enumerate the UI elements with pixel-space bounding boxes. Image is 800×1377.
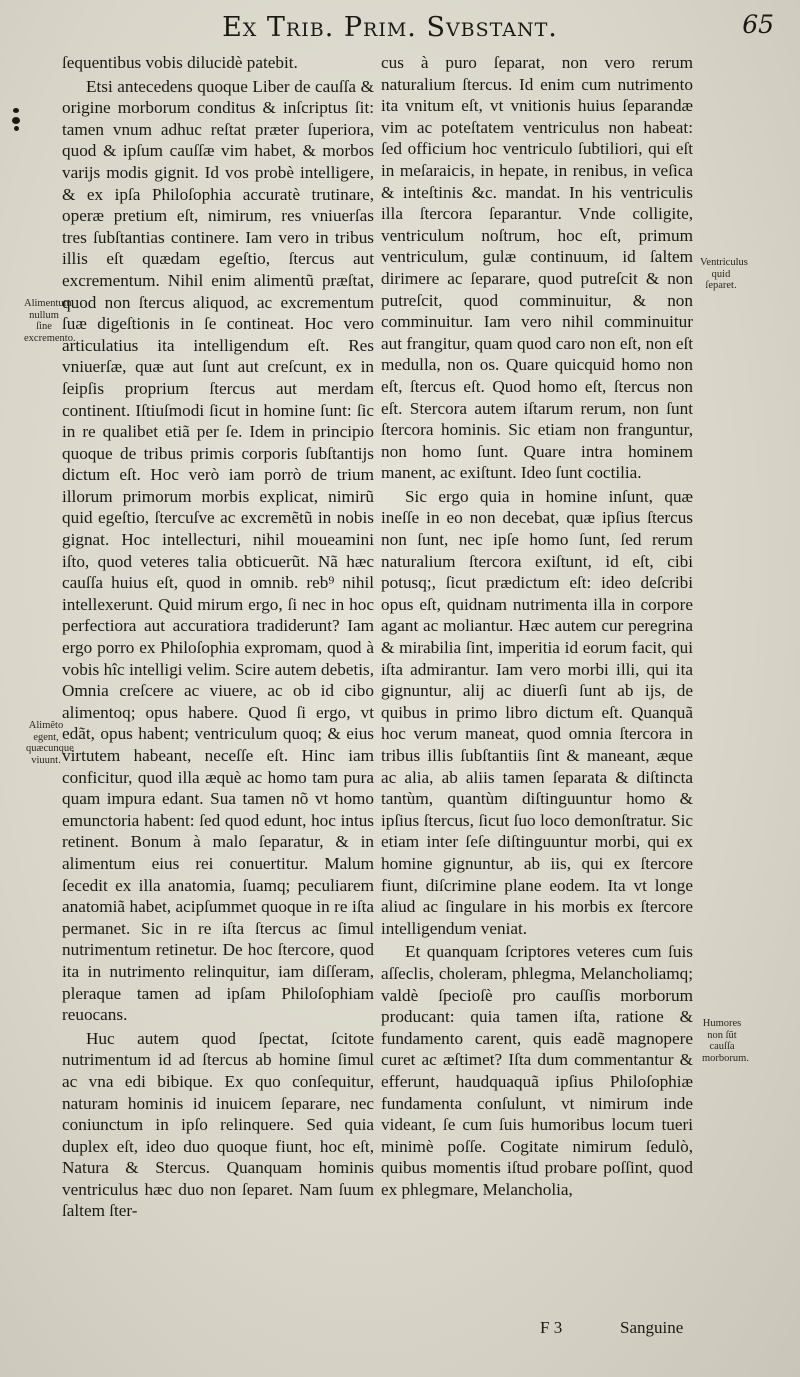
paragraph: cus à puro ſeparat, non vero rerum naturalium ſtercus. Id enim cum nutrimento ita vnitum eſt, vt vnitionis huius ſeparandæ vim ac poteſtatem ventriculus non habeat: ſed officium hoc ventriculo ſubtiliori, qui eſt in meſaraicis, in hepate, in renibus, in veſica & inteſtinis &c. mandat. In his ventriculis illa ſtercora ſeparantur. Vnde colligite, ventriculum noſtrum, hoc eſt, primum ventriculum, gulæ continuum, id ſaltem dirimere ac ſeparare, quod putreſcit & non putreſcit, quod comminuitur, & non comminuitur. Iam vero nihil comminuitur aut frangitur, quam quod caro non eſt, non eſt medulla, non os. Quare quicquid homo non eſt, ſtercus eſt. Quod homo eſt, ſtercus non eſt. Stercora autem iſtarum rerum, non ſunt ſtercora hominis. Sic etiam non franguntur, non homo ſunt. Quare intra hominem manent, ac exiſtunt. Ideo ſunt coctilia. [381, 53, 693, 483]
margin-note-alimentum: Alimentum nullum ſine excremento. [24, 298, 76, 344]
paragraph: ſequentibus vobis dilucidè patebit. [62, 53, 298, 72]
page-number: 65 [742, 10, 774, 39]
catchword: Sanguine [620, 1318, 684, 1337]
margin-note-ventriculus: Ventriculus quid ſeparet. [700, 257, 748, 291]
right-column [381, 52, 693, 1200]
margin-note-humores: Humores non ſũt cauſſa morborum. [702, 1018, 749, 1064]
signature-mark: F 3 [540, 1318, 563, 1337]
paragraph: Etsi antecedens quoque Liber de cauſſa & origine morborum conditus & inſcriptus ſit: tamen vnum adhuc reſtat præter ſuperiora, quod & ipſum cauſſæ vim habet, & morbos varijs modis gignit. Id vos probè intelligere, & ex ipſa Philoſophia accuratè trutinare, operæ pretium eſt, nimirum, res vniuerſas tres ſubſtantias continere. Iam vero in tribus illis eſt quædam egeſtio, ſtercus aut excrementum. Nihil enim alimentũ præſtat, quod non ſtercus aliquod, ac excrementum ſuæ digeſtionis in ſe contineat. Hoc vero articulatius ita intelligendum eſt. Res vniuerſæ, quæ aut ſunt aut creſcunt, ex in ſeipſis proprium ſtercus aut merdam continent. Iſtiuſmodi ſicut in homine ſunt: ſic in re qualibet etiã per ſe. Idem in principio quoque de tribus primis corporis ſubſtantijs dictum eſt. Hoc verò iam porrò de trium illorum primorum morbis explicat, nimirũ quid egeſtio, ſtercuſve ac excremẽtũ in nobis gignat. Hoc intellecturi, nihil moueamini iſto, quod veteres talia obticuerũt. Nã hæc cauſſa huius eſt, quod in omnib. reb⁹ nihil intellexerunt. Quid mirum ergo, ſi nec in hoc perfectiora aut accuratiora tradiderunt? Iam ergo porro ex Philoſophia expromam, quod à vobis hîc intelligi velim. Scire autem debetis, Omnia creſcere ac viuere, ac ob id cibo alimentoq; opus habere. Quod ſi ergo, vt edãt, opus habent; ventriculum quoq; & eius virtutem habeant, neceſſe eſt. Hinc iam conficitur, quod illa æquè ac homo tam pura quam impura edant. Sua tamen nõ vt homo emunctoria habent: ſed quod edunt, hoc intus retinent. Bonum à malo ſeparatur, & in alimentum eius rei conuertitur. Malum ſecedit ex illa anatomia, ſuamq; peculiarem anatomiã habet, acipſummet quoque in re iſta permanet. Sic in re iſta ſtercus ac ſimul nutrimentum retinetur. De hoc ſtercore, quod ita in nutrimento relinquitur, iam diſſeram, pleraque tamen ad ipſam Philoſophiam reuocans. [62, 76, 374, 1025]
paragraph: Huc autem quod ſpectat, ſcitote nutrimentum id ad ſtercus ab homine ſimul ac vna edi bibique. Ex quo conſequitur, naturam hominis id inuicem ſeparare, nec coniunctum in ipſo relinquere. Sed quia duplex eſt, ideo duo quoque fiunt, hoc eſt, Natura & Stercus. Quanquam hominis ventriculus hæc duo non ſeparet. Nam ſuum ſaltem ſter- [62, 1028, 374, 1221]
paragraph: Et quanquam ſcriptores veteres cum ſuis aſſeclis, choleram, phlegma, Melancholiamq; valdè ſpecioſè pro cauſſis morborum producant: quia tamen iſta, ratione & fundamento carent, quis eadẽ magnopere curet ac æſtimet? Iſta dum commentantur & efferunt, haudquaquã ipſius Philoſophiæ fundamenta conſulunt, vt nimirum inde videant, ſe cum ſuis humoribus locum tueri minimè poſſe. Cogitate nimirum ſedulò, quibus momentis iſtud probare poſſint, quod ex phlegmare, Melancholia, [381, 942, 693, 1199]
ink-blot [10, 108, 24, 132]
margin-note-alimento-egent: Alimẽto egent, quæcunque viuunt. [26, 720, 74, 766]
left-column [62, 52, 374, 1222]
paragraph: Sic ergo quia in homine inſunt, quæ ineſſe in eo non decebat, quæ ipſius ſtercus non ſunt, nec ipſe homo ſunt, ſed rerum naturalium ſtercora exiſtunt, id eſt, cibi potusq;, ſicut prædictum eſt: ideo deſcribi opus eſt, quidnam nutrimenta illa in corpore agant ac moliantur. Hæc autem cur peregrina & mirabilia ſint, imperitia id eorum facit, qui iſta admirantur. Iam vero morbi illi, qui ita gignuntur, alij ac diuerſi ſunt ab ijs, de quibus in primo libro dictum eſt. Quanquã hoc verum maneat, quod omnia ſtercora in tribus illis ſubſtantiis ſint & maneant, æque ac alia, ab aliis tamen ſeparata & diſtincta tantùm, quantùm diſtinguuntur homo & ipſius ſtercus, ſicut ſuo loco demonſtratur. Sic etiam inter ſeſe diſtinguuntur morbi, qui ex homine gignuntur, ab iis, qui ex ſtercore fiunt, diſcrimine plane eodem. Ita vt longe aliud ac ſingulare in his morbis ex ſtercore intelligendum veniat. [381, 486, 693, 938]
running-title: Ex Trib. Prim. Svbstant. [222, 12, 558, 43]
